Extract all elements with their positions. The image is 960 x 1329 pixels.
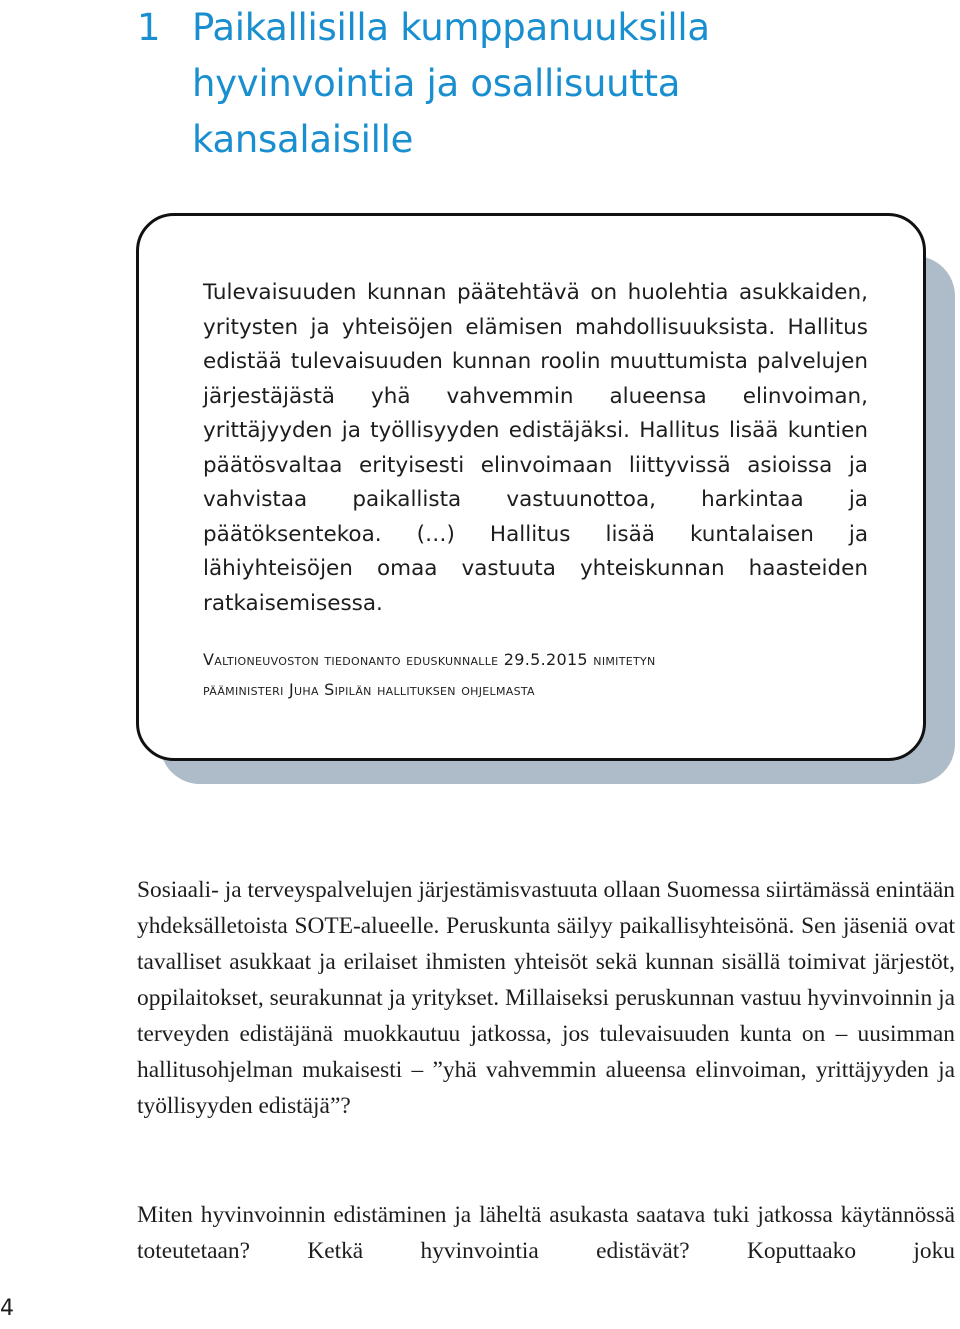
page-number: 4 — [0, 1296, 14, 1321]
chapter-heading — [137, 0, 917, 168]
chapter-title: Paikallisilla kumppanuuksilla hyvinvointia ja osallisuutta kansalaisille — [192, 6, 710, 161]
quote-source — [203, 645, 903, 705]
chapter-number: 1 — [137, 6, 161, 49]
quote-text: Tulevaisuuden kunnan päätehtävä on huolehtia asukkaiden, yritysten ja yhteisöjen elämisen mahdollisuuksista. Hallitus edistää tulevaisuuden kunnan roolin muuttumista palvelujen järjestäjästä yhä vahvemmin alueensa elinvoiman, yrittäjyyden ja työllisyyden edistäjäksi. Hallitus lisää kuntien päätösvaltaa erityisesti elinvoimaan liittyvissä asioissa ja vahvistaa paikallista vastuunottoa, harkintaa ja päätöksentekoa. (…) Hallitus lisää kuntalaisen ja lähiyhteisöjen omaa vastuuta yhteiskunnan haasteiden ratkaisemisessa. — [203, 280, 868, 616]
quote-source-line-1: Valtioneuvoston tiedonanto eduskunnalle 29.5.2015 nimitetyn — [203, 650, 656, 669]
quote-source-line-2: pääministeri Juha Sipilän hallituksen ohjelmasta — [203, 680, 535, 699]
body-paragraph-2: Miten hyvinvoinnin edistäminen ja läheltä asukasta saatava tuki jatkossa käytännössä toteutetaan? Ketkä hyvinvointia edistävät? Koputtaako joku — [137, 1202, 955, 1264]
body-paragraph-1: Sosiaali- ja terveyspalvelujen järjestämisvastuuta ollaan Suomessa siirtämässä enintään yhdeksälletoista SOTE-alueelle. Peruskunta säilyy paikallisyhteisönä. Sen jäseniä ovat tavalliset asukkaat ja erilaiset ihmisten yhteisöt sekä kunnan sisällä toimivat järjestöt, oppilaitokset, seurakunnat ja yritykset. Millaiseksi peruskunnan vastuu hyvinvoinnin ja terveyden edistäjänä muokkautuu jatkossa, jos tulevaisuuden kunta on – uusimman hallitusohjelman mukaisesti – ”yhä vahvemmin alueensa elinvoiman, yrittäjyyden ja työllisyyden edistäjä”? — [137, 877, 955, 1119]
